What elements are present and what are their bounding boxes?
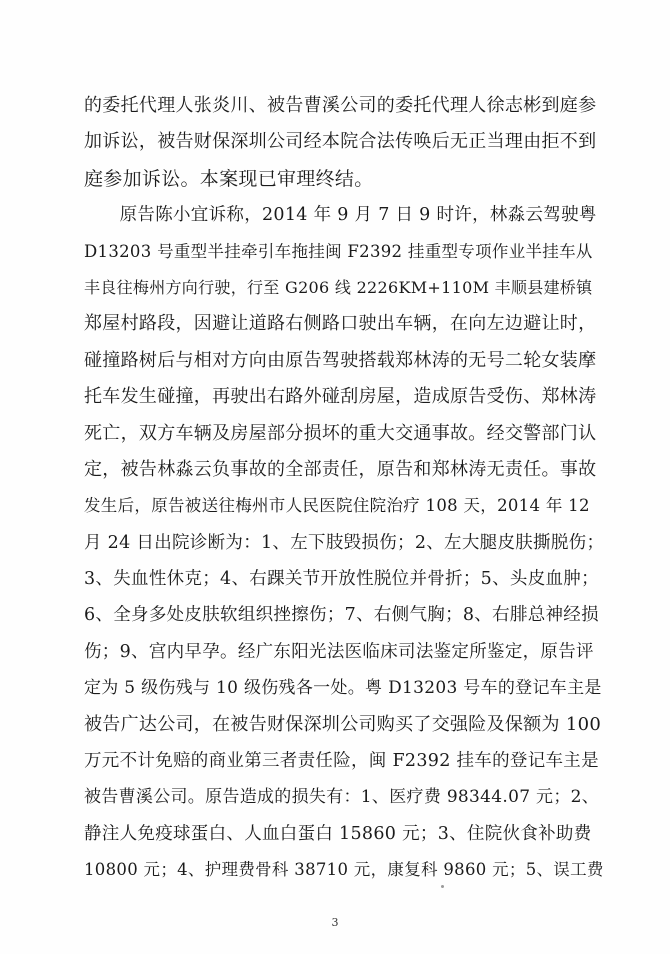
text-line: 6、全身多处皮肤软组织挫擦伤；7、右侧气胸；8、右腓总神经损 [84, 605, 599, 626]
text-line: 丰良往梅州方向行驶，行至 G206 线 2226KM+110M 丰顺县建桥镇 [84, 277, 593, 297]
text-line: 死亡，双方车辆及房屋部分损坏的重大交通事故。经交警部门认 [84, 422, 597, 444]
page-number: 3 [331, 916, 339, 929]
text-line: 静注人免疫球蛋白、人血白蛋白 15860 元；3、住院伙食补助费 [84, 823, 592, 844]
text-line: 碰撞路树后与相对方向由原告驾驶搭载郑林涛的无号二轮女装摩 [84, 349, 597, 371]
text-line: 加诉讼，被告财保深圳公司经本院合法传唤后无正当理由拒不到 [84, 131, 597, 153]
text-line: 原告陈小宜诉称，2014 年 9 月 7 日 9 时许，林淼云驾驶粤 [84, 205, 597, 226]
text-line: 万元不计免赔的商业第三者责任险，闽 F2392 挂车的登记车主是 [84, 751, 599, 772]
text-line: 发生后，原告被送往梅州市人民医院住院治疗 108 天，2014 年 12 [84, 496, 590, 516]
text-line: 10800 元；4、护理费骨科 38710 元，康复科 9860 元；5、误工费 [84, 860, 604, 880]
text-line: 郑屋村路段，因避让道路右侧路口驶出车辆，在向左边避让时， [84, 313, 597, 335]
text-line: 被告曹溪公司。原告造成的损失有：1、医疗费 98344.07 元；2、 [84, 787, 600, 808]
text-line: D13203 号重型半挂牵引车拖挂闽 F2392 挂重型专项作业半挂车从 [84, 241, 593, 261]
text-line: 伤；9、宫内早孕。经广东阳光法医临床司法鉴定所鉴定，原告评 [84, 641, 594, 662]
text-line: 定为 5 级伤残与 10 级伤残各一处。粤 D13203 号车的登记车主是 [84, 678, 602, 699]
scan-speck [441, 885, 444, 888]
text-line: 的委托代理人张炎川、被告曹溪公司的委托代理人徐志彬到庭参 [84, 95, 597, 116]
text-line: 被告广达公司，在被告财保深圳公司购买了交强险及保额为 100 [84, 713, 602, 735]
text-line: 托车发生碰撞，再驶出右路外碰刮房屋，造成原告受伤、郑林涛 [84, 386, 597, 408]
body-text [84, 88, 604, 889]
text-line: 3、失血性休克；4、右踝关节开放性脱位并骨折；5、头皮血肿； [84, 569, 599, 590]
text-line: 定，被告林淼云负事故的全部责任，原告和郑林涛无责任。事故 [84, 458, 597, 480]
text-line: 月 24 日出院诊断为：1、左下肢毁损伤；2、左大腿皮肤撕脱伤； [84, 532, 605, 553]
text-line: 庭参加诉讼。本案现已审理终结。 [84, 167, 374, 190]
